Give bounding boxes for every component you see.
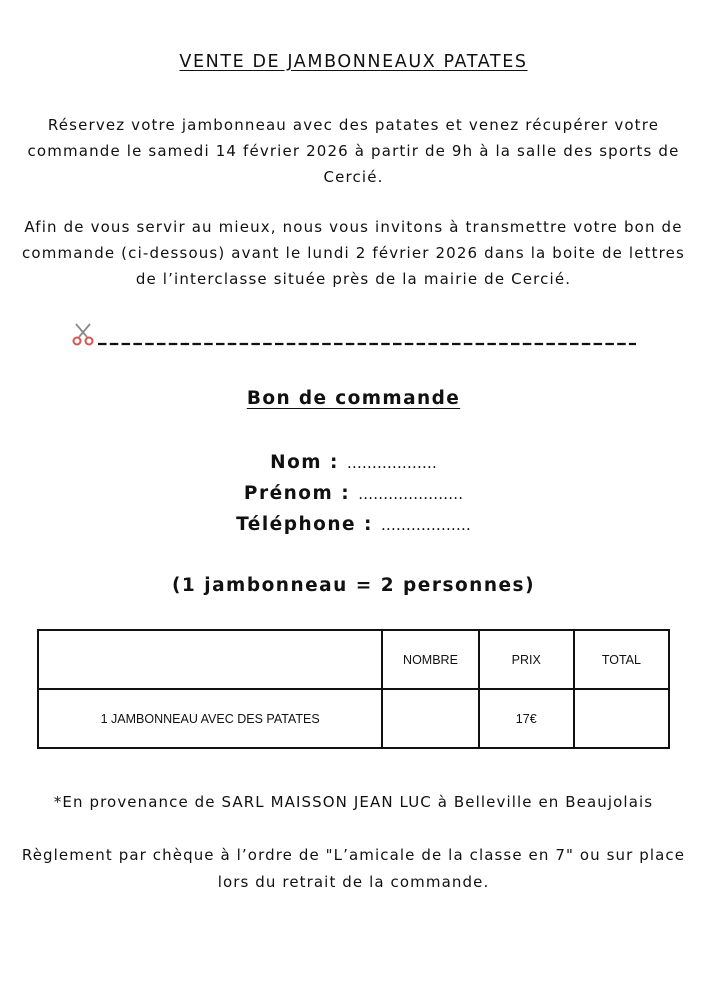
table-row (38, 689, 669, 748)
scissors-icon (72, 322, 94, 346)
name-label: Nom : (270, 452, 339, 473)
payment-note: Règlement par chèque à l’ordre de "L’amicale de la classe en 7" ou sur place lors du retrait de la commande. (21, 846, 686, 891)
intro-paragraph-deadline: Afin de vous servir au mieux, nous vous invitons à transmettre votre bon de commande (ci-dessous) avant le lundi 2 février 2026 dans la boite de lettres de l’interclasse située près de la mairie de Cercié. (21, 218, 686, 288)
page-title: VENTE DE JAMBONNEAUX PATATES (179, 52, 528, 72)
phone-field[interactable] (0, 514, 707, 535)
intro-paragraph-pickup: Réservez votre jambonneau avec des patates et venez récupérer votre commande le samedi 14 février 2026 à partir de 9h à la salle des sports de Cercié. (27, 116, 680, 186)
item-cell: 1 JAMBONNEAU AVEC DES PATATES (38, 689, 382, 748)
table-header-row (38, 630, 669, 689)
table-header-item (38, 630, 382, 689)
price-cell: 17€ (479, 689, 574, 748)
phone-dots: ……………… (380, 516, 471, 534)
cut-line (72, 318, 652, 352)
order-form-title: Bon de commande (246, 388, 461, 409)
order-table (37, 629, 670, 749)
name-dots: ……………… (346, 454, 437, 472)
dashed-cut-line (98, 324, 636, 348)
firstname-label: Prénom : (243, 483, 351, 504)
name-field[interactable] (0, 452, 707, 473)
ratio-note: (1 jambonneau = 2 personnes) (171, 575, 536, 596)
table-header-total: TOTAL (574, 630, 669, 689)
table-header-quantity: NOMBRE (382, 630, 478, 689)
quantity-cell[interactable] (382, 689, 478, 748)
phone-label: Téléphone : (236, 514, 373, 535)
origin-note: *En provenance de SARL MAISSON JEAN LUC à Belleville en Beaujolais (53, 793, 654, 811)
table-header-price: PRIX (479, 630, 574, 689)
firstname-field[interactable] (0, 483, 707, 504)
total-cell[interactable] (574, 689, 669, 748)
firstname-dots: ………………… (358, 485, 464, 503)
